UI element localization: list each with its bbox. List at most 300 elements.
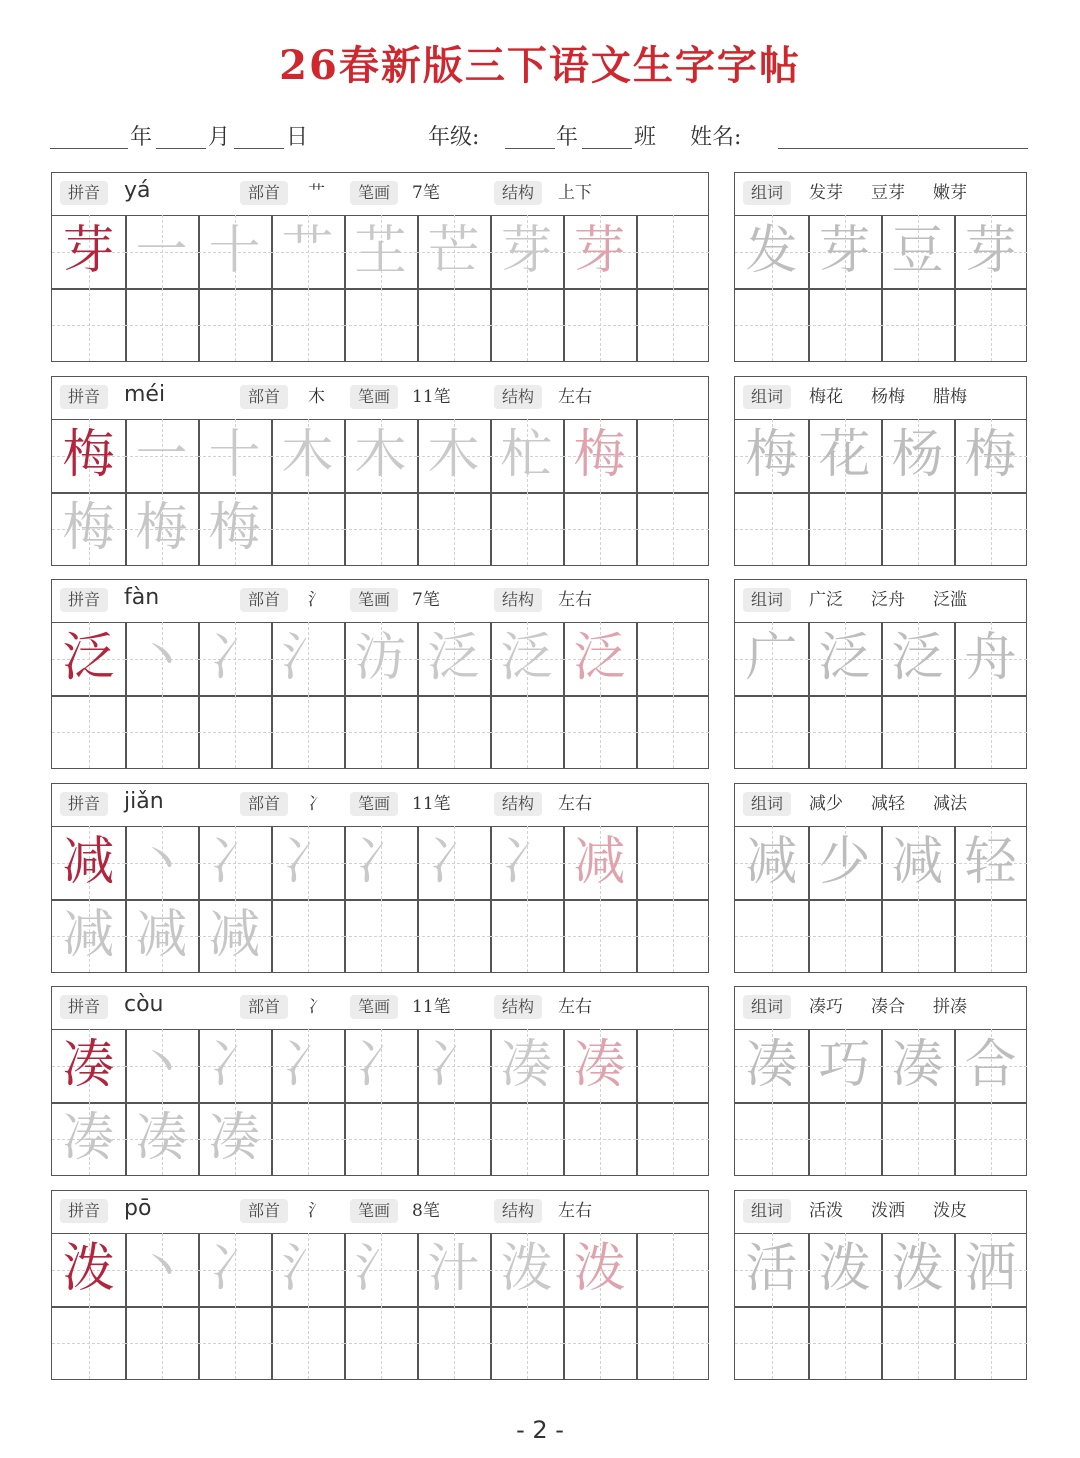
grade-label: 年级: (428, 125, 480, 150)
radical-value: 冫 (308, 997, 325, 1017)
stroke-order-step: 泛 (573, 628, 626, 688)
word-cell[interactable] (954, 1233, 1027, 1306)
pinyin-value: fàn (124, 585, 160, 610)
word-trace-character: 芽 (964, 221, 1017, 281)
radical-label: 部首 (240, 385, 288, 409)
word-cell[interactable] (881, 1233, 954, 1306)
words-label: 组词 (743, 792, 791, 816)
radical-label: 部首 (240, 1199, 288, 1223)
practice-cell[interactable] (490, 826, 563, 899)
practice-cell[interactable] (563, 215, 636, 288)
practice-cell[interactable] (125, 1029, 198, 1102)
class-label: 班 (634, 125, 657, 150)
date-name-line (50, 120, 1030, 154)
structure-value: 左右 (558, 794, 592, 814)
practice-cell[interactable] (198, 1102, 271, 1175)
name-label: 姓名: (690, 125, 742, 150)
word-card (734, 986, 1027, 1176)
word-card (734, 376, 1027, 566)
practice-cell[interactable] (198, 492, 271, 565)
word-trace-character: 泛 (818, 628, 871, 688)
practice-cell[interactable] (271, 622, 344, 695)
practice-cell[interactable] (271, 215, 344, 288)
word-item: 减少 (809, 794, 843, 814)
structure-label: 结构 (494, 995, 542, 1019)
word-item: 凑巧 (809, 997, 843, 1017)
practice-cell[interactable] (125, 1306, 198, 1379)
practice-cell[interactable] (198, 622, 271, 695)
practice-cell[interactable] (563, 419, 636, 492)
stroke-order-step: 汁 (427, 1239, 480, 1299)
practice-cell[interactable] (563, 1102, 636, 1175)
radical-value: 艹 (308, 183, 325, 203)
word-trace-character: 泼 (818, 1239, 871, 1299)
practice-cell[interactable] (52, 1233, 125, 1306)
practice-cell[interactable] (125, 622, 198, 695)
model-character: 凑 (62, 1035, 115, 1095)
stroke-order-step: 冫 (427, 832, 480, 892)
practice-cell[interactable] (52, 622, 125, 695)
word-cell[interactable] (881, 622, 954, 695)
word-card (734, 172, 1027, 362)
practice-cell[interactable] (636, 1306, 709, 1379)
stroke-order-step: 凑 (573, 1035, 626, 1095)
practice-cell[interactable] (490, 1029, 563, 1102)
word-cell[interactable] (808, 419, 881, 492)
stroke-order-step: 氵 (354, 1239, 407, 1299)
word-trace-character: 泛 (891, 628, 944, 688)
practice-cell[interactable] (52, 1029, 125, 1102)
structure-value: 左右 (558, 1201, 592, 1221)
word-trace-character: 梅 (964, 425, 1017, 485)
practice-cell[interactable] (271, 899, 344, 972)
stroke-order-step: 艹 (281, 221, 334, 281)
practice-cell[interactable] (52, 288, 125, 361)
word-cell[interactable] (881, 288, 954, 361)
pinyin-value: còu (124, 992, 164, 1017)
model-character: 泛 (62, 628, 115, 688)
practice-cell[interactable] (417, 288, 490, 361)
practice-cell[interactable] (271, 288, 344, 361)
class-blank[interactable] (582, 148, 632, 149)
practice-cell[interactable] (636, 695, 709, 768)
structure-label: 结构 (494, 588, 542, 612)
stroke-order-step: 杧 (500, 425, 553, 485)
stroke-order-step: 氵 (281, 628, 334, 688)
stroke-order-step: 冫 (281, 832, 334, 892)
practice-cell[interactable] (271, 1233, 344, 1306)
word-cell[interactable] (954, 215, 1027, 288)
words-label: 组词 (743, 385, 791, 409)
trace-character: 减 (62, 905, 115, 965)
practice-cell[interactable] (271, 1306, 344, 1379)
trace-character: 梅 (62, 498, 115, 558)
word-item: 嫩芽 (933, 183, 967, 203)
stroke-order-step: 芽 (573, 221, 626, 281)
trace-character: 梅 (208, 498, 261, 558)
practice-cell[interactable] (636, 288, 709, 361)
stroke-order-step: 冫 (208, 628, 261, 688)
practice-cell[interactable] (125, 288, 198, 361)
word-cell[interactable] (808, 695, 881, 768)
word-trace-character: 舟 (964, 628, 1017, 688)
practice-cell[interactable] (125, 695, 198, 768)
practice-cell[interactable] (636, 1233, 709, 1306)
practice-cell[interactable] (563, 1233, 636, 1306)
word-cell[interactable] (808, 1233, 881, 1306)
practice-cell[interactable] (344, 826, 417, 899)
word-cell[interactable] (808, 215, 881, 288)
practice-cell[interactable] (198, 1029, 271, 1102)
word-cell[interactable] (808, 1306, 881, 1379)
practice-cell[interactable] (417, 1029, 490, 1102)
word-cell[interactable] (954, 826, 1027, 899)
practice-cell[interactable] (198, 288, 271, 361)
pinyin-label: 拼音 (60, 588, 108, 612)
practice-cell[interactable] (417, 1233, 490, 1306)
stroke-order-step: 一 (135, 425, 188, 485)
practice-cell[interactable] (344, 899, 417, 972)
stroke-order-step: 冫 (354, 1035, 407, 1095)
word-cell[interactable] (735, 288, 808, 361)
word-trace-character: 合 (964, 1035, 1017, 1095)
word-cell[interactable] (808, 826, 881, 899)
practice-cell[interactable] (417, 419, 490, 492)
structure-value: 左右 (558, 590, 592, 610)
stroke-order-step: 凑 (500, 1035, 553, 1095)
practice-cell[interactable] (563, 826, 636, 899)
practice-cell[interactable] (198, 899, 271, 972)
word-card-header (735, 173, 1026, 216)
word-trace-character: 广 (745, 628, 798, 688)
word-cell[interactable] (735, 826, 808, 899)
practice-cell[interactable] (417, 622, 490, 695)
radical-value: 木 (308, 387, 325, 407)
practice-cell[interactable] (344, 1102, 417, 1175)
practice-cell[interactable] (52, 826, 125, 899)
stroke-order-step: 冫 (281, 1035, 334, 1095)
month-blank[interactable] (156, 148, 206, 149)
practice-cell[interactable] (198, 1306, 271, 1379)
practice-cell[interactable] (563, 622, 636, 695)
word-cell[interactable] (954, 419, 1027, 492)
word-cell[interactable] (808, 899, 881, 972)
structure-label: 结构 (494, 181, 542, 205)
practice-cell[interactable] (636, 622, 709, 695)
practice-card (51, 986, 709, 1176)
practice-cell[interactable] (198, 419, 271, 492)
practice-cell[interactable] (417, 1306, 490, 1379)
practice-card (51, 376, 709, 566)
stroke-order-step: 泼 (500, 1239, 553, 1299)
practice-cell[interactable] (125, 1233, 198, 1306)
stroke-order-step: 冫 (427, 1035, 480, 1095)
pinyin-label: 拼音 (60, 792, 108, 816)
word-item: 广泛 (809, 590, 843, 610)
stroke-order-step: 十 (208, 425, 261, 485)
word-item: 豆芽 (871, 183, 905, 203)
word-item: 拼凑 (933, 997, 967, 1017)
practice-cell[interactable] (417, 492, 490, 565)
radical-label: 部首 (240, 792, 288, 816)
year-blank[interactable] (50, 148, 128, 149)
word-item: 泛滥 (933, 590, 967, 610)
word-cell[interactable] (954, 1306, 1027, 1379)
practice-cell[interactable] (490, 288, 563, 361)
words-label: 组词 (743, 995, 791, 1019)
stroke-order-step: 木 (281, 425, 334, 485)
stroke-order-step: 丶 (135, 832, 188, 892)
practice-cell[interactable] (125, 215, 198, 288)
practice-cell[interactable] (563, 492, 636, 565)
stroke-order-step: 泛 (500, 628, 553, 688)
practice-cell[interactable] (271, 1029, 344, 1102)
practice-cell[interactable] (125, 492, 198, 565)
practice-cell[interactable] (417, 899, 490, 972)
model-character: 减 (62, 832, 115, 892)
practice-cell[interactable] (52, 215, 125, 288)
word-cell[interactable] (808, 492, 881, 565)
model-character: 梅 (62, 425, 115, 485)
practice-cell[interactable] (271, 826, 344, 899)
practice-cell[interactable] (490, 695, 563, 768)
stroke-order-step: 氵 (281, 1239, 334, 1299)
practice-cell[interactable] (52, 899, 125, 972)
word-cell[interactable] (735, 695, 808, 768)
grade-blank[interactable] (505, 148, 555, 149)
word-item: 杨梅 (871, 387, 905, 407)
trace-character: 凑 (135, 1108, 188, 1168)
word-cell[interactable] (881, 1306, 954, 1379)
stroke-order-step: 汸 (354, 628, 407, 688)
practice-cell[interactable] (636, 215, 709, 288)
practice-cell[interactable] (563, 1306, 636, 1379)
stroke-order-step: 木 (354, 425, 407, 485)
practice-cell[interactable] (125, 899, 198, 972)
practice-cell[interactable] (490, 492, 563, 565)
stroke-order-step: 泛 (427, 628, 480, 688)
structure-value: 左右 (558, 997, 592, 1017)
practice-cell[interactable] (52, 695, 125, 768)
practice-cell[interactable] (490, 1306, 563, 1379)
word-cell[interactable] (735, 492, 808, 565)
practice-cell[interactable] (636, 899, 709, 972)
word-cell[interactable] (881, 1102, 954, 1175)
practice-cell[interactable] (344, 695, 417, 768)
structure-label: 结构 (494, 1199, 542, 1223)
practice-cell[interactable] (52, 492, 125, 565)
strokes-value: 11笔 (412, 794, 451, 814)
word-trace-character: 巧 (818, 1035, 871, 1095)
pinyin-value: jiǎn (124, 789, 164, 814)
practice-cell[interactable] (490, 1233, 563, 1306)
strokes-label: 笔画 (350, 1199, 398, 1223)
practice-cell[interactable] (198, 215, 271, 288)
strokes-value: 8笔 (412, 1201, 440, 1221)
practice-card (51, 783, 709, 973)
practice-cell[interactable] (344, 1233, 417, 1306)
word-trace-character: 凑 (891, 1035, 944, 1095)
practice-cell[interactable] (52, 1102, 125, 1175)
word-cell[interactable] (954, 288, 1027, 361)
word-card (734, 1190, 1027, 1380)
practice-cell[interactable] (198, 826, 271, 899)
practice-cell[interactable] (563, 695, 636, 768)
stroke-order-step: 冫 (208, 1239, 261, 1299)
practice-cell[interactable] (344, 622, 417, 695)
practice-cell[interactable] (344, 215, 417, 288)
word-trace-character: 洒 (964, 1239, 1017, 1299)
structure-label: 结构 (494, 792, 542, 816)
stroke-order-step: 泼 (573, 1239, 626, 1299)
practice-cell[interactable] (417, 695, 490, 768)
practice-cell[interactable] (490, 215, 563, 288)
practice-card-header (52, 987, 708, 1030)
stroke-order-step: 木 (427, 425, 480, 485)
word-trace-character: 减 (891, 832, 944, 892)
word-cell[interactable] (881, 492, 954, 565)
practice-cell[interactable] (198, 695, 271, 768)
practice-cell[interactable] (490, 1102, 563, 1175)
word-cell[interactable] (881, 215, 954, 288)
name-blank[interactable] (778, 148, 1028, 149)
word-cell[interactable] (808, 288, 881, 361)
practice-cell[interactable] (344, 1306, 417, 1379)
structure-value: 左右 (558, 387, 592, 407)
practice-cell[interactable] (490, 899, 563, 972)
practice-cell[interactable] (490, 419, 563, 492)
practice-cell[interactable] (417, 215, 490, 288)
word-card-header (735, 784, 1026, 827)
word-cell[interactable] (735, 419, 808, 492)
practice-cell[interactable] (344, 288, 417, 361)
year-label: 年 (130, 125, 153, 150)
word-cell[interactable] (881, 695, 954, 768)
word-item: 减法 (933, 794, 967, 814)
practice-cell[interactable] (563, 288, 636, 361)
word-cell[interactable] (954, 1102, 1027, 1175)
practice-cell[interactable] (636, 1029, 709, 1102)
practice-cell[interactable] (344, 1029, 417, 1102)
word-trace-character: 凑 (745, 1035, 798, 1095)
pinyin-label: 拼音 (60, 1199, 108, 1223)
word-cell[interactable] (954, 695, 1027, 768)
word-trace-character: 泼 (891, 1239, 944, 1299)
word-trace-character: 豆 (891, 221, 944, 281)
stroke-order-step: 丶 (135, 628, 188, 688)
word-card (734, 579, 1027, 769)
word-cell[interactable] (735, 215, 808, 288)
practice-cell[interactable] (636, 419, 709, 492)
pinyin-value: pō (124, 1196, 152, 1221)
practice-cell[interactable] (636, 492, 709, 565)
word-cell[interactable] (954, 1029, 1027, 1102)
radical-label: 部首 (240, 181, 288, 205)
word-cell[interactable] (808, 1102, 881, 1175)
word-cell[interactable] (881, 419, 954, 492)
practice-cell[interactable] (636, 826, 709, 899)
word-cell[interactable] (954, 899, 1027, 972)
practice-cell[interactable] (636, 1102, 709, 1175)
word-cell[interactable] (735, 1306, 808, 1379)
word-card (734, 783, 1027, 973)
practice-cell[interactable] (271, 419, 344, 492)
day-blank[interactable] (234, 148, 284, 149)
practice-cell[interactable] (125, 419, 198, 492)
word-card-header (735, 377, 1026, 420)
radical-value: 冫 (308, 794, 325, 814)
practice-cell[interactable] (125, 826, 198, 899)
practice-cell[interactable] (563, 1029, 636, 1102)
practice-cell[interactable] (52, 419, 125, 492)
word-cell[interactable] (735, 899, 808, 972)
pinyin-label: 拼音 (60, 385, 108, 409)
word-cell[interactable] (735, 622, 808, 695)
word-cell[interactable] (954, 622, 1027, 695)
stroke-order-step: 冫 (500, 832, 553, 892)
stroke-order-step: 冫 (208, 1035, 261, 1095)
word-cell[interactable] (881, 826, 954, 899)
word-cell[interactable] (808, 1029, 881, 1102)
word-item: 泛舟 (871, 590, 905, 610)
practice-cell[interactable] (490, 622, 563, 695)
strokes-value: 11笔 (412, 997, 451, 1017)
word-cell[interactable] (735, 1102, 808, 1175)
practice-cell[interactable] (271, 695, 344, 768)
stroke-order-step: 丶 (135, 1035, 188, 1095)
practice-cell[interactable] (125, 1102, 198, 1175)
strokes-value: 11笔 (412, 387, 451, 407)
words-label: 组词 (743, 181, 791, 205)
word-cell[interactable] (881, 1029, 954, 1102)
word-trace-character: 轻 (964, 832, 1017, 892)
word-cell[interactable] (954, 492, 1027, 565)
practice-cell[interactable] (417, 1102, 490, 1175)
words-label: 组词 (743, 1199, 791, 1223)
practice-cell[interactable] (271, 1102, 344, 1175)
practice-cell[interactable] (417, 826, 490, 899)
practice-cell[interactable] (198, 1233, 271, 1306)
practice-cell[interactable] (344, 419, 417, 492)
strokes-label: 笔画 (350, 995, 398, 1019)
word-cell[interactable] (808, 622, 881, 695)
pinyin-label: 拼音 (60, 995, 108, 1019)
trace-character: 梅 (135, 498, 188, 558)
practice-card-header (52, 580, 708, 623)
word-cell[interactable] (735, 1233, 808, 1306)
strokes-label: 笔画 (350, 588, 398, 612)
practice-cell[interactable] (563, 899, 636, 972)
practice-cell[interactable] (52, 1306, 125, 1379)
word-trace-character: 花 (818, 425, 871, 485)
word-item: 梅花 (809, 387, 843, 407)
practice-card (51, 172, 709, 362)
pinyin-value: yá (124, 178, 151, 203)
word-cell[interactable] (881, 899, 954, 972)
strokes-value: 7笔 (412, 183, 440, 203)
grade-year-label: 年 (556, 125, 579, 150)
word-trace-character: 杨 (891, 425, 944, 485)
strokes-value: 7笔 (412, 590, 440, 610)
word-cell[interactable] (735, 1029, 808, 1102)
pinyin-label: 拼音 (60, 181, 108, 205)
practice-cell[interactable] (344, 492, 417, 565)
trace-character: 减 (135, 905, 188, 965)
model-character: 芽 (62, 221, 115, 281)
word-item: 腊梅 (933, 387, 967, 407)
radical-value: 氵 (308, 1201, 325, 1221)
practice-cell[interactable] (271, 492, 344, 565)
